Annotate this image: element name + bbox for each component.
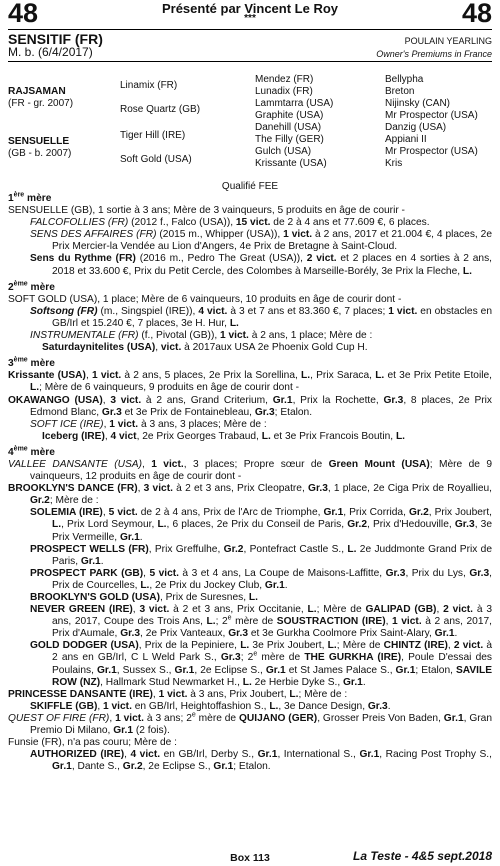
gen3-5: Danehill (USA): [255, 122, 322, 133]
section-heading-2: 2ème mère: [8, 280, 55, 293]
horse-details: M. b. (6/4/2017): [8, 45, 93, 59]
lot-number-right: 48: [461, 0, 492, 28]
gen4-2: Breton: [385, 86, 415, 97]
gen4-4: Mr Prospector (USA): [385, 110, 478, 121]
owner-premium: Owner's Premiums in France: [376, 49, 492, 59]
granddam-1: Rose Quartz (GB): [120, 104, 201, 115]
gen4-1: Bellypha: [385, 74, 424, 85]
gen3-4: Graphite (USA): [255, 110, 324, 121]
gen3-3: Lammtarra (USA): [255, 98, 334, 109]
produce-gold-dodger: GOLD DODGER (USA), Prix de la Pepiniere, L. 3e Prix Joubert, L.; Mère de CHINTZ (IRE), 2 vict. à 2 ans en GB/Irl, C L Weld Park S., Gr.3; 2e mère de THE GURKHA (IRE), Poule D'essai des Poulains, Gr.1, Sussex S., Gr.1, 2e Eclipse S., Gr.1 et St James Palace S., Gr.1; Etalon, SAVILE ROW (NZ), Hallmark Stud Newmarket H., L. 2e Herbie Dyke S., Gr.1.: [30, 640, 493, 688]
horse-name: SENSITIF (FR): [8, 31, 103, 47]
produce-soft-ice: SOFT ICE (IRE), 1 vict. à 3 ans, 3 places; Mère de :: [30, 418, 267, 430]
produce-authorized: AUTHORIZED (IRE), 4 vict. en GB/Irl, Derby S., Gr.1, International S., Gr.1, Racing Post Trophy S., Gr.1, Dante S., Gr.2, 2e Eclipse S., Gr.1; Etalon.: [30, 749, 492, 773]
produce-falcofollies: FALCOFOLLIES (FR) (2012 f., Falco (USA)), 15 vict. de 2 à 4 ans et 77.609 €, 6 places.: [30, 217, 430, 229]
dam-line-1: SENSUELLE (GB), 1 sortie à 3 ans; Mère de 3 vainqueurs, 5 produits en âge de courir -: [8, 205, 405, 217]
produce-iceberg: Iceberg (IRE), 4 vict, 2e Prix Georges Trabaud, L. et 3e Prix Francois Boutin, L.: [42, 430, 405, 442]
gen4-6: Appiani II: [385, 134, 427, 145]
produce-funsie: Funsie (FR), n'a pas couru; Mère de :: [8, 737, 177, 749]
dam-line-2: SOFT GOLD (USA), 1 place; Mère de 6 vainqueurs, 10 produits en âge de courir dont -: [8, 293, 402, 305]
sale-name: La Teste - 4&5 sept.2018: [353, 849, 492, 863]
dam-name: SENSUELLE: [8, 136, 70, 147]
pedigree-rule: [8, 61, 492, 62]
dam-line-3: Krissante (USA), 1 vict. à 2 ans, 5 places, 2e Prix la Sorellina, L., Prix Saraca, L. et 3e Prix Petite Etoile, L.; Mère de 6 vainqueurs, 9 produits en âge de courir dont -: [8, 370, 493, 394]
gen3-7: Gulch (USA): [255, 146, 312, 157]
header-rule: [8, 29, 492, 30]
dam-details: (GB - b. 2007): [8, 148, 72, 159]
produce-instrumentale: INSTRUMENTALE (FR) (f., Pivotal (GB)), 1 vict. à 2 ans, 1 place; Mère de :: [30, 330, 373, 342]
produce-okawango: OKAWANGO (USA), 3 vict. à 2 ans, Grand Criterium, Gr.1, Prix la Rochette, Gr.3, 8 places, 2e Prix Edmond Blanc, Gr.3 et 3e Prix de Fontainebleau, Gr.3; Etalon.: [8, 394, 492, 418]
qualification: Qualifié FEE: [221, 181, 279, 192]
presenter: Présenté par Vincent Le Roy: [161, 1, 339, 16]
produce-sens-des-affaires: SENS DES AFFAIRES (FR) (2015 m., Whipper (USA)), 1 vict. à 2 ans, 2017 et 21.004 €, 4 places, 2e Prix Mercier-la Vendée au Lion d'Angers, 4e Prix de Bretagne à Saint-Cloud.: [30, 229, 492, 253]
gen4-3: Nijinsky (CAN): [385, 98, 450, 109]
sire-name: RAJSAMAN: [8, 86, 66, 97]
produce-saturdaynitelites: Saturdaynitelites (USA), vict. à 2017aux USA 2e Phoenix Gold Cup H.: [42, 342, 368, 354]
gen4-7: Mr Prospector (USA): [385, 146, 478, 157]
section-heading-4: 4ème mère: [8, 445, 55, 458]
produce-brooklyns-dance: BROOKLYN'S DANCE (FR), 3 vict. à 2 et 3 ans, Prix Cleopatre, Gr.3, 1 place, 2e Ciga Prix de Royallieu, Gr.2; Mère de :: [8, 483, 492, 507]
lot-number-left: 48: [8, 0, 39, 28]
rating-stars: ***: [244, 13, 256, 24]
section-heading-1: 1ère mère: [8, 191, 52, 204]
produce-solemia: SOLEMIA (IRE), 5 vict. de 2 à 4 ans, Prix de l'Arc de Triomphe, Gr.1, Prix Corrida, Gr.2, Prix Joubert, L., Prix Lord Seymour, L., 6 places, 2e Prix du Conseil de Paris, Gr.2, Prix d'Hedouville, Gr.3, 3e Prix Vermeille, Gr.1.: [30, 507, 492, 543]
section-heading-3: 3ème mère: [8, 356, 55, 370]
sire-details: (FR - gr. 2007): [8, 98, 74, 109]
box-number: Box 113: [230, 852, 270, 864]
produce-never-green: NEVER GREEN (IRE), 3 vict. à 2 et 3 ans, Prix Occitanie, L.; Mère de GALIPAD (GB), 2 vict. à 3 ans, 2017, Coupe des Trois Ans, L.; 2e mère de SOUSTRACTION (IRE), 1 vict. à 2 ans, 2017, Prix d'Aumale, Gr.3, 2e Prix Vanteaux, Gr.3 et 3e Gurkha Coolmore Prix Saint-Alary, Gr.1.: [30, 604, 493, 640]
produce-quest-of-fire: QUEST OF FIRE (FR), 1 vict. à 3 ans; 2e mère de QUIJANO (GER), Grosser Preis Von Baden, Gr.1, Gran Premio Di Milano, Gr.1 (2 fois).: [8, 711, 493, 737]
produce-skiffle: SKIFFLE (GB), 1 vict. en GB/Irl, Heightoffashion S., L., 3e Dance Design, Gr.3.: [30, 700, 391, 712]
catalogue-notes: [8, 193, 492, 773]
grandsire-2: Tiger Hill (IRE): [120, 130, 186, 141]
produce-prospect-wells: PROSPECT WELLS (FR), Prix Greffulhe, Gr.2, Pontefract Castle S., L. 2e Juddmonte Grand Prix de Paris, Gr.1.: [30, 543, 493, 567]
granddam-2: Soft Gold (USA): [120, 154, 192, 165]
produce-prospect-park: PROSPECT PARK (GB), 5 vict. à 3 et 4 ans, La Coupe de Maisons-Laffitte, Gr.3, Prix du Lys, Gr.3, Prix de Courcelles, L., 2e Prix du Jockey Club, Gr.1.: [30, 567, 492, 591]
horse-category: POULAIN YEARLING: [404, 36, 492, 46]
gen3-2: Lunadix (FR): [255, 86, 313, 97]
dam-line-4: VALLEE DANSANTE (USA), 1 vict., 3 places; Propre sœur de Green Mount (USA); Mère de 9 vainqueurs, 12 produits en âge de courir dont -: [8, 458, 493, 483]
gen3-8: Krissante (USA): [255, 158, 327, 169]
gen3-1: Mendez (FR): [255, 74, 314, 85]
produce-sens-du-rythme: Sens du Rythme (FR) (2016 m., Pedro The Great (USA)), 2 vict. et 2 places en 4 sorties à 2 ans, 2018 et 33.600 €, Prix du Petit Cercle, des Colombes à Marseille-Borély, 3e Prix la Fleche, L.: [30, 253, 492, 277]
grandsire-1: Linamix (FR): [120, 80, 178, 91]
gen4-8: Kris: [385, 158, 403, 169]
gen3-6: The Filly (GER): [255, 134, 324, 145]
produce-softsong: Softsong (FR) (m., Singspiel (IRE)), 4 vict. à 3 et 7 ans et 83.360 €, 7 places; 1 vict. en obstacles en GB/Irl et 15.240 €, 7 places, 3e H. Hur, L.: [30, 305, 492, 329]
gen4-5: Danzig (USA): [385, 122, 447, 133]
produce-brooklyns-gold: BROOKLYN'S GOLD (USA), Prix de Suresnes, L.: [30, 592, 258, 603]
produce-princesse-dansante: PRINCESSE DANSANTE (IRE), 1 vict. à 3 ans, Prix Joubert, L.; Mère de :: [8, 688, 348, 700]
